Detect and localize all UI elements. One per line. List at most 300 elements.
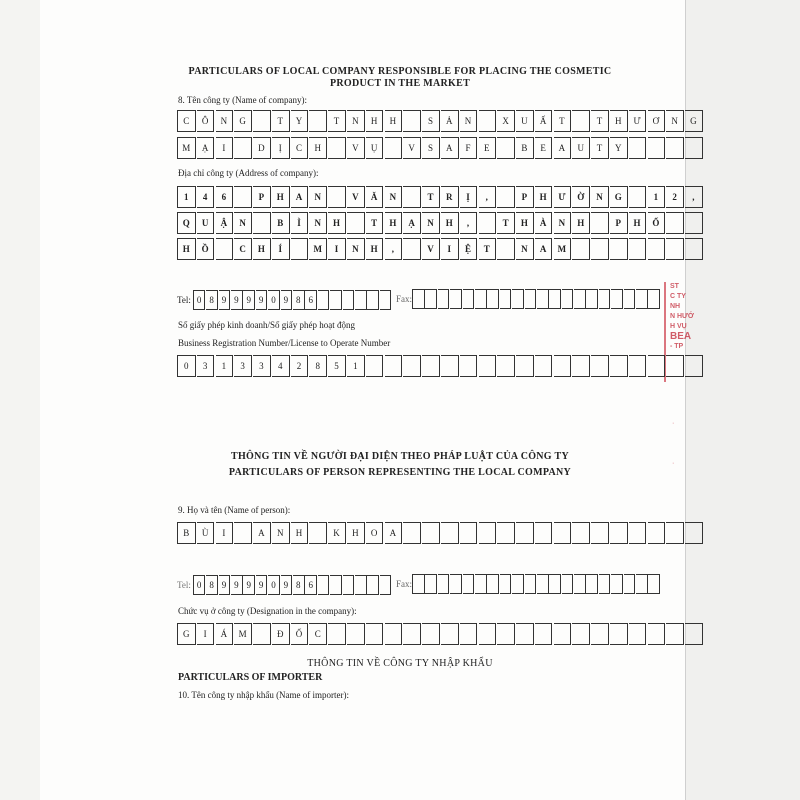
form-cell[interactable]: , [385,238,403,260]
tel-cell[interactable]: 6 [305,290,317,310]
form-cell[interactable] [385,137,403,159]
form-cell[interactable]: T [591,137,609,159]
form-cell[interactable] [403,623,421,645]
form-cell[interactable]: M [309,238,327,260]
tel-cell[interactable]: 9 [256,575,268,595]
tel-cell[interactable] [330,290,342,310]
form-cell[interactable] [516,623,534,645]
form-cell[interactable]: Đ [272,623,290,645]
form-cell[interactable] [666,522,684,544]
form-cell[interactable] [666,137,684,159]
fax-cell[interactable] [475,574,487,594]
form-cell[interactable] [441,522,459,544]
fax-cell[interactable] [425,574,437,594]
form-cell[interactable]: C [291,137,309,159]
fax-cell[interactable] [636,289,648,309]
fax-cell[interactable] [512,574,524,594]
form-cell[interactable]: I [197,623,215,645]
person-tel-field[interactable] [177,574,392,596]
form-cell[interactable]: M [178,137,196,159]
fax-cell[interactable] [537,289,549,309]
form-cell[interactable]: T [497,212,515,234]
form-cell[interactable]: N [234,212,252,234]
form-cell[interactable]: P [516,186,534,208]
form-cell[interactable]: T [591,110,609,132]
form-cell[interactable] [479,623,497,645]
form-cell[interactable]: 3 [234,355,252,377]
form-cell[interactable] [253,212,271,234]
form-cell[interactable]: Ă [366,186,384,208]
fax-cell[interactable] [624,574,636,594]
form-cell[interactable] [629,355,647,377]
form-cell[interactable]: H [291,522,309,544]
fax-cell[interactable] [599,574,611,594]
tel-cell[interactable]: 9 [243,575,255,595]
form-cell[interactable]: G [178,623,196,645]
form-cell[interactable] [385,355,403,377]
form-cell[interactable]: S [422,110,440,132]
fax-cell[interactable] [549,289,561,309]
form-cell[interactable]: I [328,238,346,260]
form-cell[interactable]: N [422,212,440,234]
form-cell[interactable]: H [253,238,271,260]
form-cell[interactable] [610,522,628,544]
fax-cell[interactable] [611,289,623,309]
form-cell[interactable] [610,623,628,645]
form-cell[interactable] [460,522,478,544]
form-cell[interactable] [441,355,459,377]
form-cell[interactable]: A [291,186,309,208]
form-cell[interactable]: Ấ [535,110,553,132]
form-cell[interactable] [591,212,609,234]
form-cell[interactable] [422,522,440,544]
form-cell[interactable]: G [610,186,628,208]
form-cell[interactable] [554,623,572,645]
form-cell[interactable] [403,522,421,544]
form-cell[interactable]: N [554,212,572,234]
form-cell[interactable]: , [685,186,703,208]
tel-cell[interactable]: 9 [219,575,231,595]
form-cell[interactable]: M [554,238,572,260]
tel-cell[interactable]: 0 [268,575,280,595]
form-cell[interactable] [479,522,497,544]
form-cell[interactable]: 2 [291,355,309,377]
form-cell[interactable] [497,623,515,645]
form-cell[interactable]: Y [291,110,309,132]
form-cell[interactable] [234,186,252,208]
form-cell[interactable] [253,110,271,132]
form-cell[interactable] [648,137,666,159]
form-cell[interactable]: 1 [347,355,365,377]
form-cell[interactable] [328,623,346,645]
form-cell[interactable] [685,212,703,234]
form-cell[interactable] [403,110,421,132]
fax-cell[interactable] [438,574,450,594]
form-cell[interactable] [648,355,666,377]
form-cell[interactable] [685,137,703,159]
form-cell[interactable]: H [366,238,384,260]
tel-cell[interactable] [355,575,367,595]
tel-cell[interactable]: 0 [268,290,280,310]
form-cell[interactable]: H [385,212,403,234]
form-cell[interactable]: 1 [648,186,666,208]
tel-cell[interactable]: 9 [281,290,293,310]
form-cell[interactable]: Ụ [366,137,384,159]
fax-cell[interactable] [463,574,475,594]
form-cell[interactable]: 5 [328,355,346,377]
form-cell[interactable] [309,522,327,544]
form-cell[interactable] [629,522,647,544]
form-cell[interactable]: H [610,110,628,132]
fax-cell[interactable] [537,574,549,594]
form-cell[interactable] [497,186,515,208]
fax-cell[interactable] [611,574,623,594]
form-cell[interactable]: T [328,110,346,132]
form-cell[interactable]: N [309,186,327,208]
form-cell[interactable]: V [403,137,421,159]
fax-cell[interactable] [562,574,574,594]
form-cell[interactable]: Ạ [403,212,421,234]
form-cell[interactable]: V [347,137,365,159]
form-cell[interactable] [497,238,515,260]
form-cell[interactable] [685,355,703,377]
form-cell[interactable] [666,623,684,645]
form-cell[interactable] [572,238,590,260]
form-cell[interactable]: K [328,522,346,544]
fax-cell[interactable] [500,289,512,309]
form-cell[interactable]: À [535,212,553,234]
form-cell[interactable] [535,623,553,645]
form-cell[interactable]: T [554,110,572,132]
form-cell[interactable]: U [197,212,215,234]
tel-cell[interactable] [380,290,392,310]
tel-cell[interactable]: 8 [293,575,305,595]
fax-cell[interactable] [599,289,611,309]
company-fax-field[interactable] [412,289,661,309]
form-cell[interactable] [572,623,590,645]
form-cell[interactable]: Ạ [197,137,215,159]
tel-cell[interactable]: 9 [256,290,268,310]
tel-cell[interactable]: 9 [219,290,231,310]
form-cell[interactable] [347,212,365,234]
form-cell[interactable]: Ờ [572,186,590,208]
fax-cell[interactable] [586,289,598,309]
form-cell[interactable]: N [216,110,234,132]
form-cell[interactable] [629,186,647,208]
form-cell[interactable] [403,355,421,377]
form-cell[interactable] [610,238,628,260]
form-cell[interactable]: E [479,137,497,159]
tel-cell[interactable]: 8 [206,575,218,595]
form-cell[interactable]: H [178,238,196,260]
form-cell[interactable]: Ì [291,212,309,234]
form-cell[interactable]: Ô [197,110,215,132]
form-cell[interactable] [253,623,271,645]
form-cell[interactable]: T [366,212,384,234]
form-cell[interactable]: B [516,137,534,159]
form-cell[interactable]: O [366,522,384,544]
form-cell[interactable]: Ơ [648,110,666,132]
form-cell[interactable]: A [535,238,553,260]
person-name-row[interactable] [177,522,704,544]
form-cell[interactable] [629,137,647,159]
form-cell[interactable]: C [309,623,327,645]
company-name-row-1[interactable] [177,110,704,132]
form-cell[interactable]: F [460,137,478,159]
fax-cell[interactable] [450,289,462,309]
fax-cell[interactable] [500,574,512,594]
form-cell[interactable]: H [535,186,553,208]
form-cell[interactable]: H [516,212,534,234]
form-cell[interactable] [535,355,553,377]
form-cell[interactable]: R [441,186,459,208]
form-cell[interactable]: 6 [216,186,234,208]
tel-cell[interactable]: 8 [293,290,305,310]
form-cell[interactable]: V [422,238,440,260]
form-cell[interactable] [591,522,609,544]
form-cell[interactable]: T [422,186,440,208]
tel-cell[interactable] [367,290,379,310]
form-cell[interactable] [516,355,534,377]
form-cell[interactable] [234,137,252,159]
form-cell[interactable]: N [516,238,534,260]
company-name-row-2[interactable] [177,137,704,159]
form-cell[interactable] [572,522,590,544]
form-cell[interactable] [685,623,703,645]
form-cell[interactable]: Ả [441,110,459,132]
form-cell[interactable] [403,186,421,208]
form-cell[interactable]: A [554,137,572,159]
form-cell[interactable]: P [253,186,271,208]
fax-cell[interactable] [487,289,499,309]
form-cell[interactable] [666,238,684,260]
form-cell[interactable]: N [460,110,478,132]
license-number-row[interactable] [177,355,704,377]
form-cell[interactable] [554,355,572,377]
fax-cell[interactable] [438,289,450,309]
tel-cell[interactable] [367,575,379,595]
form-cell[interactable]: N [347,238,365,260]
fax-cell[interactable] [574,289,586,309]
form-cell[interactable]: V [347,186,365,208]
form-cell[interactable]: G [234,110,252,132]
form-cell[interactable] [516,522,534,544]
form-cell[interactable]: T [272,110,290,132]
designation-row[interactable] [177,623,704,645]
form-cell[interactable]: C [234,238,252,260]
fax-cell[interactable] [512,289,524,309]
form-cell[interactable]: H [309,137,327,159]
fax-cell[interactable] [412,289,425,309]
form-cell[interactable] [591,238,609,260]
form-cell[interactable] [591,623,609,645]
form-cell[interactable] [666,212,684,234]
company-tel-field[interactable] [177,289,392,311]
form-cell[interactable]: H [572,212,590,234]
form-cell[interactable] [685,522,703,544]
fax-cell[interactable] [450,574,462,594]
tel-cell[interactable] [343,575,355,595]
form-cell[interactable] [479,110,497,132]
form-cell[interactable] [441,623,459,645]
form-cell[interactable]: H [385,110,403,132]
form-cell[interactable] [479,212,497,234]
fax-cell[interactable] [525,574,537,594]
form-cell[interactable]: H [629,212,647,234]
form-cell[interactable] [385,623,403,645]
tel-cell[interactable] [355,290,367,310]
form-cell[interactable]: Q [178,212,196,234]
fax-cell[interactable] [475,289,487,309]
form-cell[interactable]: A [253,522,271,544]
form-cell[interactable]: T [479,238,497,260]
tel-digits[interactable] [193,290,392,310]
form-cell[interactable]: 4 [197,186,215,208]
form-cell[interactable]: N [309,212,327,234]
form-cell[interactable]: H [347,522,365,544]
tel-cell[interactable] [330,575,342,595]
form-cell[interactable]: 1 [216,355,234,377]
form-cell[interactable] [422,355,440,377]
form-cell[interactable]: , [460,212,478,234]
form-cell[interactable] [572,110,590,132]
tel-digits[interactable] [193,575,392,595]
form-cell[interactable] [347,623,365,645]
tel-cell[interactable]: 9 [281,575,293,595]
form-cell[interactable]: 1 [178,186,196,208]
form-cell[interactable]: I [216,522,234,544]
form-cell[interactable]: I [441,238,459,260]
form-cell[interactable] [666,355,684,377]
fax-cell[interactable] [525,289,537,309]
form-cell[interactable]: Ệ [460,238,478,260]
form-cell[interactable] [328,137,346,159]
tel-cell[interactable] [318,290,330,310]
company-address-row-2[interactable] [177,212,704,234]
tel-cell[interactable]: 0 [193,290,206,310]
form-cell[interactable]: U [572,137,590,159]
form-cell[interactable]: M [234,623,252,645]
form-cell[interactable]: U [516,110,534,132]
form-cell[interactable]: Ậ [216,212,234,234]
form-cell[interactable]: H [366,110,384,132]
tel-cell[interactable] [318,575,330,595]
form-cell[interactable] [479,355,497,377]
form-cell[interactable] [460,623,478,645]
company-address-row-1[interactable] [177,186,704,208]
form-cell[interactable] [309,110,327,132]
form-cell[interactable]: N [347,110,365,132]
form-cell[interactable]: N [385,186,403,208]
form-cell[interactable] [366,355,384,377]
tel-cell[interactable]: 0 [193,575,206,595]
fax-cell[interactable] [586,574,598,594]
form-cell[interactable] [291,238,309,260]
form-cell[interactable]: C [178,110,196,132]
form-cell[interactable]: Ị [272,137,290,159]
form-cell[interactable]: H [272,186,290,208]
fax-cell[interactable] [636,574,648,594]
form-cell[interactable]: I [216,137,234,159]
form-cell[interactable]: 3 [253,355,271,377]
form-cell[interactable] [366,623,384,645]
form-cell[interactable]: Á [216,623,234,645]
form-cell[interactable] [591,355,609,377]
form-cell[interactable]: Ị [460,186,478,208]
fax-cell[interactable] [648,574,660,594]
fax-cell[interactable] [574,574,586,594]
person-fax-field[interactable] [412,574,661,594]
form-cell[interactable]: B [178,522,196,544]
fax-cell[interactable] [624,289,636,309]
form-cell[interactable] [497,137,515,159]
form-cell[interactable]: E [535,137,553,159]
tel-cell[interactable]: 9 [231,575,243,595]
form-cell[interactable] [572,355,590,377]
form-cell[interactable]: 2 [666,186,684,208]
fax-cell[interactable] [425,289,437,309]
fax-cell[interactable] [549,574,561,594]
form-cell[interactable]: Ố [291,623,309,645]
form-cell[interactable] [629,623,647,645]
form-cell[interactable]: A [441,137,459,159]
form-cell[interactable]: 3 [197,355,215,377]
form-cell[interactable] [497,522,515,544]
form-cell[interactable]: N [591,186,609,208]
form-cell[interactable]: 0 [178,355,196,377]
fax-cell[interactable] [487,574,499,594]
form-cell[interactable]: , [479,186,497,208]
form-cell[interactable]: 8 [309,355,327,377]
form-cell[interactable] [648,623,666,645]
form-cell[interactable]: A [385,522,403,544]
tel-cell[interactable]: 9 [231,290,243,310]
form-cell[interactable]: X [497,110,515,132]
form-cell[interactable]: Ố [648,212,666,234]
form-cell[interactable] [535,522,553,544]
form-cell[interactable] [328,186,346,208]
form-cell[interactable] [216,238,234,260]
form-cell[interactable] [234,522,252,544]
form-cell[interactable]: Ồ [197,238,215,260]
form-cell[interactable] [610,355,628,377]
form-cell[interactable]: Ư [629,110,647,132]
form-cell[interactable] [648,238,666,260]
form-cell[interactable]: N [666,110,684,132]
form-cell[interactable]: P [610,212,628,234]
fax-cell[interactable] [412,574,425,594]
fax-cell[interactable] [463,289,475,309]
fax-cell[interactable] [648,289,660,309]
form-cell[interactable]: Y [610,137,628,159]
form-cell[interactable] [497,355,515,377]
form-cell[interactable]: Ư [554,186,572,208]
form-cell[interactable]: S [422,137,440,159]
form-cell[interactable]: Í [272,238,290,260]
form-cell[interactable] [554,522,572,544]
form-cell[interactable]: G [685,110,703,132]
tel-cell[interactable]: 6 [305,575,317,595]
fax-cell[interactable] [562,289,574,309]
form-cell[interactable] [403,238,421,260]
form-cell[interactable]: B [272,212,290,234]
form-cell[interactable] [685,238,703,260]
form-cell[interactable]: Ù [197,522,215,544]
tel-cell[interactable] [380,575,392,595]
form-cell[interactable] [648,522,666,544]
tel-cell[interactable]: 9 [243,290,255,310]
form-cell[interactable] [460,355,478,377]
